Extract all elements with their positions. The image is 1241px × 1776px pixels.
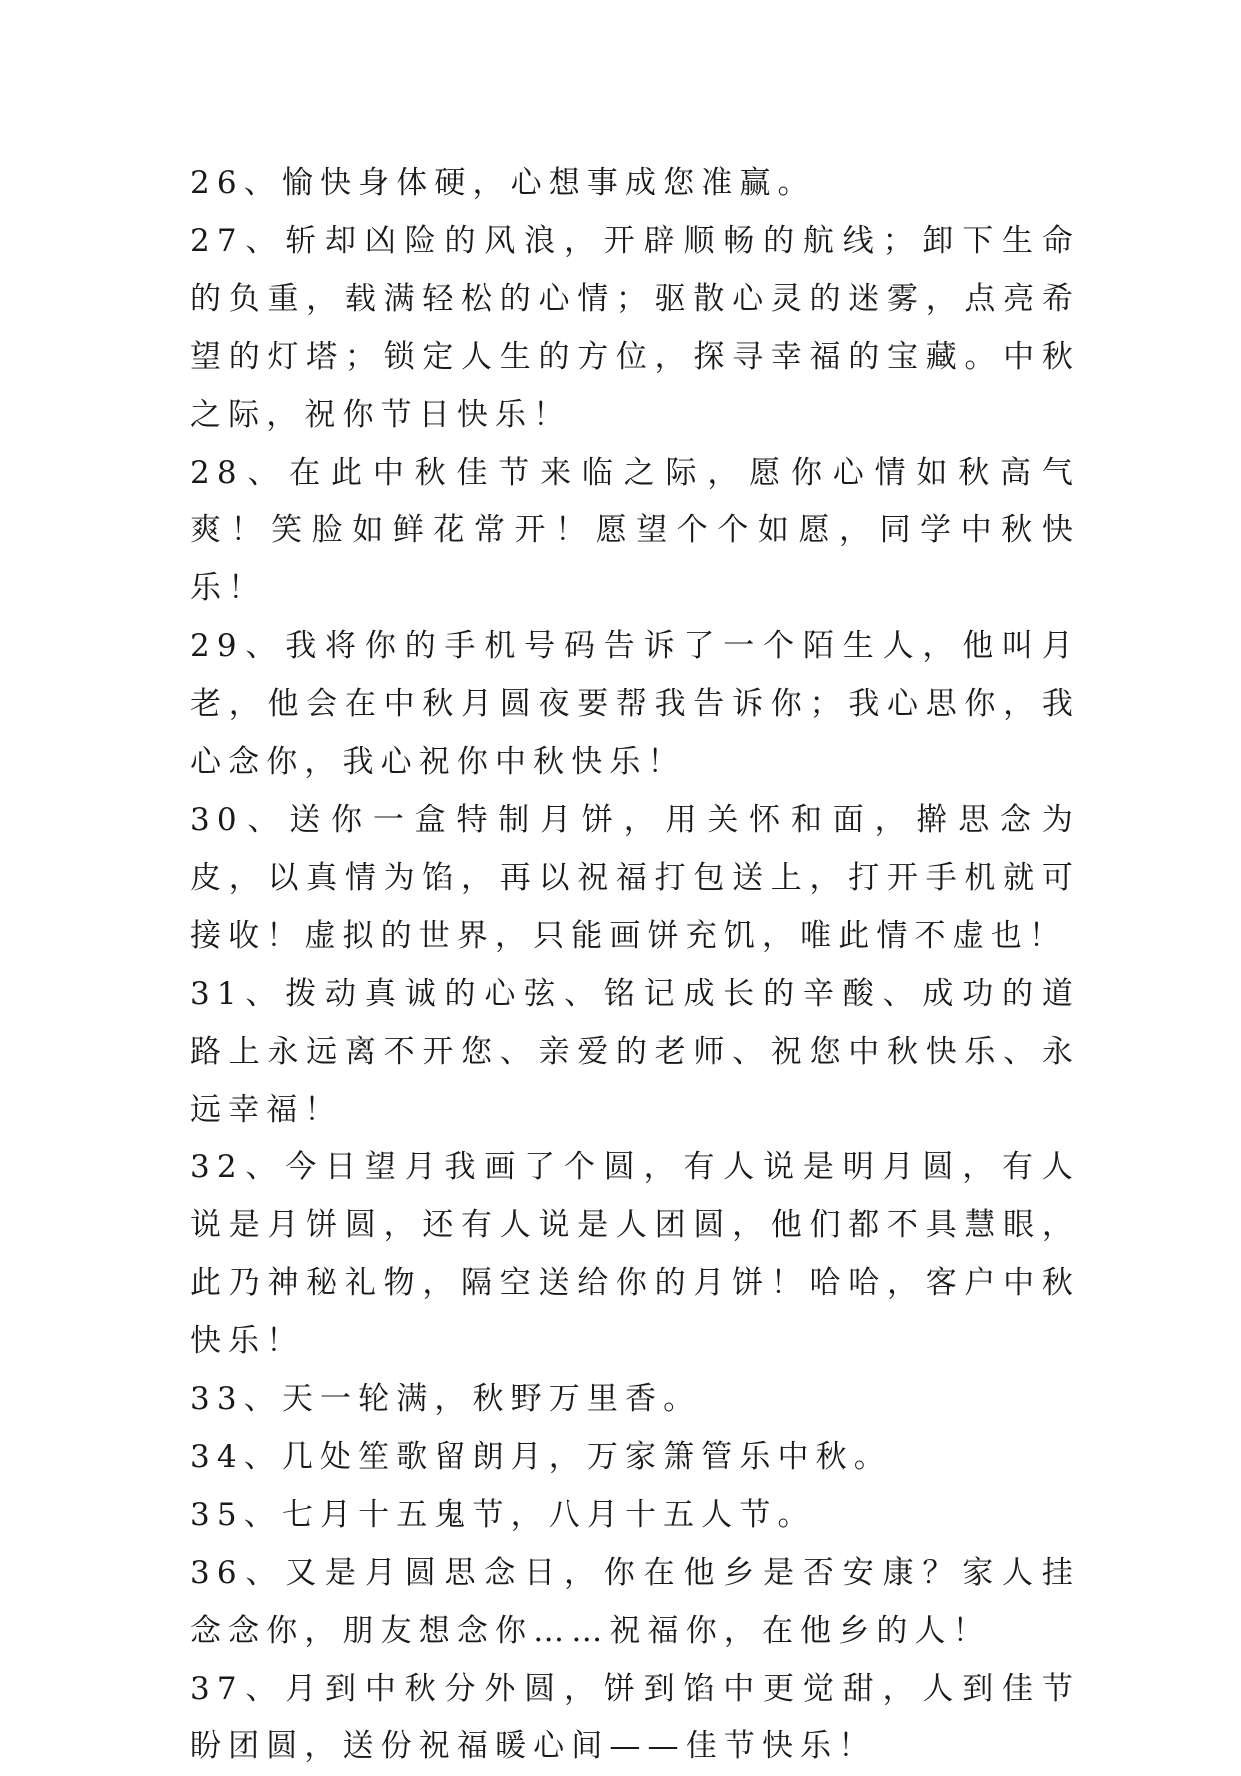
list-item-31: 31、拨动真诚的心弦、铭记成长的辛酸、成功的道路上永远离不开您、亲爱的老师、祝您中秋快乐、永远幸福！	[190, 975, 1080, 1128]
list-item-35: 35、七月十五鬼节，八月十五人节。	[190, 1496, 816, 1533]
list-item-26: 26、愉快身体硬，心想事成您准赢。	[190, 165, 816, 201]
text-body	[190, 155, 1080, 1776]
list-item-34: 34、几处笙歌留朗月，万家箫管乐中秋。	[190, 1438, 892, 1475]
list-item-32: 32、今日望月我画了个圆，有人说是明月圆，有人说是月饼圆，还有人说是人团圆，他们都不具慧眼，此乃神秘礼物，隔空送给你的月饼！哈哈，客户中秋快乐！	[190, 1149, 1080, 1360]
list-item-36: 36、又是月圆思念日，你在他乡是否安康？家人挂念念你，朋友想念你……祝福你，在他乡的人！	[190, 1554, 1080, 1649]
list-item-30: 30、送你一盒特制月饼，用关怀和面，擀思念为皮，以真情为馅，再以祝福打包送上，打开手机就可接收！虚拟的世界，只能画饼充饥，唯此情不虚也！	[190, 801, 1080, 954]
list-item-27: 27、斩却凶险的风浪，开辟顺畅的航线；卸下生命的负重，载满轻松的心情；驱散心灵的迷雾，点亮希望的灯塔；锁定人生的方位，探寻幸福的宝藏。中秋之际，祝你节日快乐！	[190, 222, 1080, 433]
list-item-33: 33、天一轮满，秋野万里香。	[190, 1381, 702, 1418]
list-item-29: 29、我将你的手机号码告诉了一个陌生人，他叫月老，他会在中秋月圆夜要帮我告诉你；我心思你，我心念你，我心祝你中秋快乐！	[190, 628, 1080, 781]
list-item-37: 37、月到中秋分外圆，饼到馅中更觉甜，人到佳节盼团圆，送份祝福暖心间——佳节快乐！	[190, 1670, 1080, 1765]
list-item-28: 28、在此中秋佳节来临之际，愿你心情如秋高气爽！笑脸如鲜花常开！愿望个个如愿，同学中秋快乐！	[190, 454, 1080, 607]
